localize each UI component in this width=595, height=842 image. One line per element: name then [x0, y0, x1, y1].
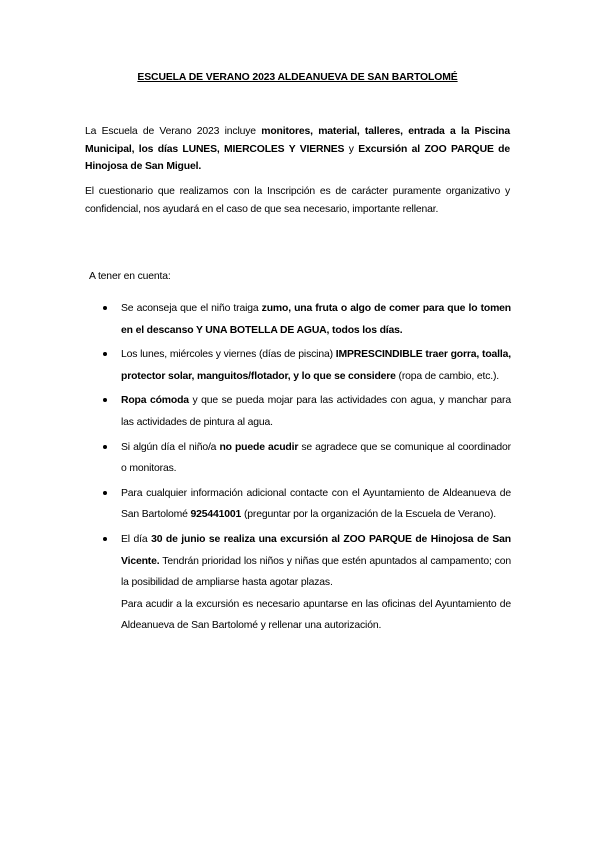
item-text: Los lunes, miércoles y viernes (días de piscina)	[121, 349, 336, 361]
intro-paragraph	[85, 123, 510, 176]
item-bold: IMPRESCINDIBLE traer gorra, toalla, protector solar, manguitos/flotador, y lo que se considere	[121, 349, 511, 382]
intro-bold-1: monitores, material, talleres, entrada a la Piscina Municipal, los días LUNES, MIERCOLES Y VIERNES	[85, 126, 510, 155]
item-text: (preguntar por la organización de la Escuela de Verano).	[241, 509, 497, 521]
item-bold: 925441001	[190, 509, 242, 521]
bullet-icon	[103, 398, 107, 402]
list-item	[101, 390, 511, 433]
item-text: Tendrán prioridad los niños y niñas que estén apuntados al campamento; con la posibilidad de ampliarse hasta agotar plazas.	[121, 555, 511, 589]
item-text: y que se pueda mojar para las actividades con agua, y manchar para las actividades de pintura al agua.	[121, 395, 511, 428]
list-item	[101, 298, 511, 341]
list-item	[101, 344, 511, 387]
intro-text-1: La Escuela de Verano 2023 incluye	[85, 126, 262, 137]
list-item	[101, 483, 511, 526]
intro-bold-2: Excursión al ZOO PARQUE de Hinojosa de San Miguel.	[85, 143, 511, 172]
document-title: ESCUELA DE VERANO 2023 ALDEANUEVA DE SAN BARTOLOMÉ	[137, 72, 458, 83]
item-text: Para acudir a la excursión es necesario apuntarse en las oficinas del Ayuntamiento de Aldeanueva de San Bartolomé y rellenar una autorización.	[121, 598, 511, 632]
item-bold: zumo, una fruta o algo de comer para que lo tomen en el descanso Y UNA BOTELLA DE AGUA, todos los días.	[121, 303, 511, 336]
bullet-icon	[103, 306, 107, 310]
item-text: El día	[121, 533, 152, 545]
bullet-icon	[103, 352, 107, 356]
notes-list	[101, 298, 511, 640]
notes-heading: A tener en cuenta:	[89, 271, 171, 282]
list-item	[101, 529, 511, 637]
questionnaire-paragraph: El cuestionario que realizamos con la Inscripción es de carácter puramente organizativo y confidencial, nos ayudará en el caso de que sea necesario, importante rellenar.	[85, 186, 510, 215]
intro-text-2: y	[344, 143, 359, 155]
item-text: Se aconseja que el niño traiga	[121, 303, 262, 314]
item-text: (ropa de cambio, etc.).	[395, 370, 500, 382]
bullet-icon	[103, 445, 107, 449]
item-text: se agradece que se comunique al coordinador o monitoras.	[121, 441, 511, 475]
list-item	[101, 437, 511, 480]
item-bold: Ropa cómoda	[121, 395, 189, 407]
item-text: Para cualquier información adicional contacte con el Ayuntamiento de Aldeanueva de San Bartolomé	[121, 487, 511, 521]
item-bold: no puede acudir	[219, 441, 299, 453]
item-bold: 30 de junio se realiza una excursión al ZOO PARQUE de Hinojosa de San Vicente.	[121, 533, 511, 567]
item-text: Si algún día el niño/a	[121, 441, 220, 453]
bullet-icon	[103, 491, 107, 495]
bullet-icon	[103, 537, 107, 541]
